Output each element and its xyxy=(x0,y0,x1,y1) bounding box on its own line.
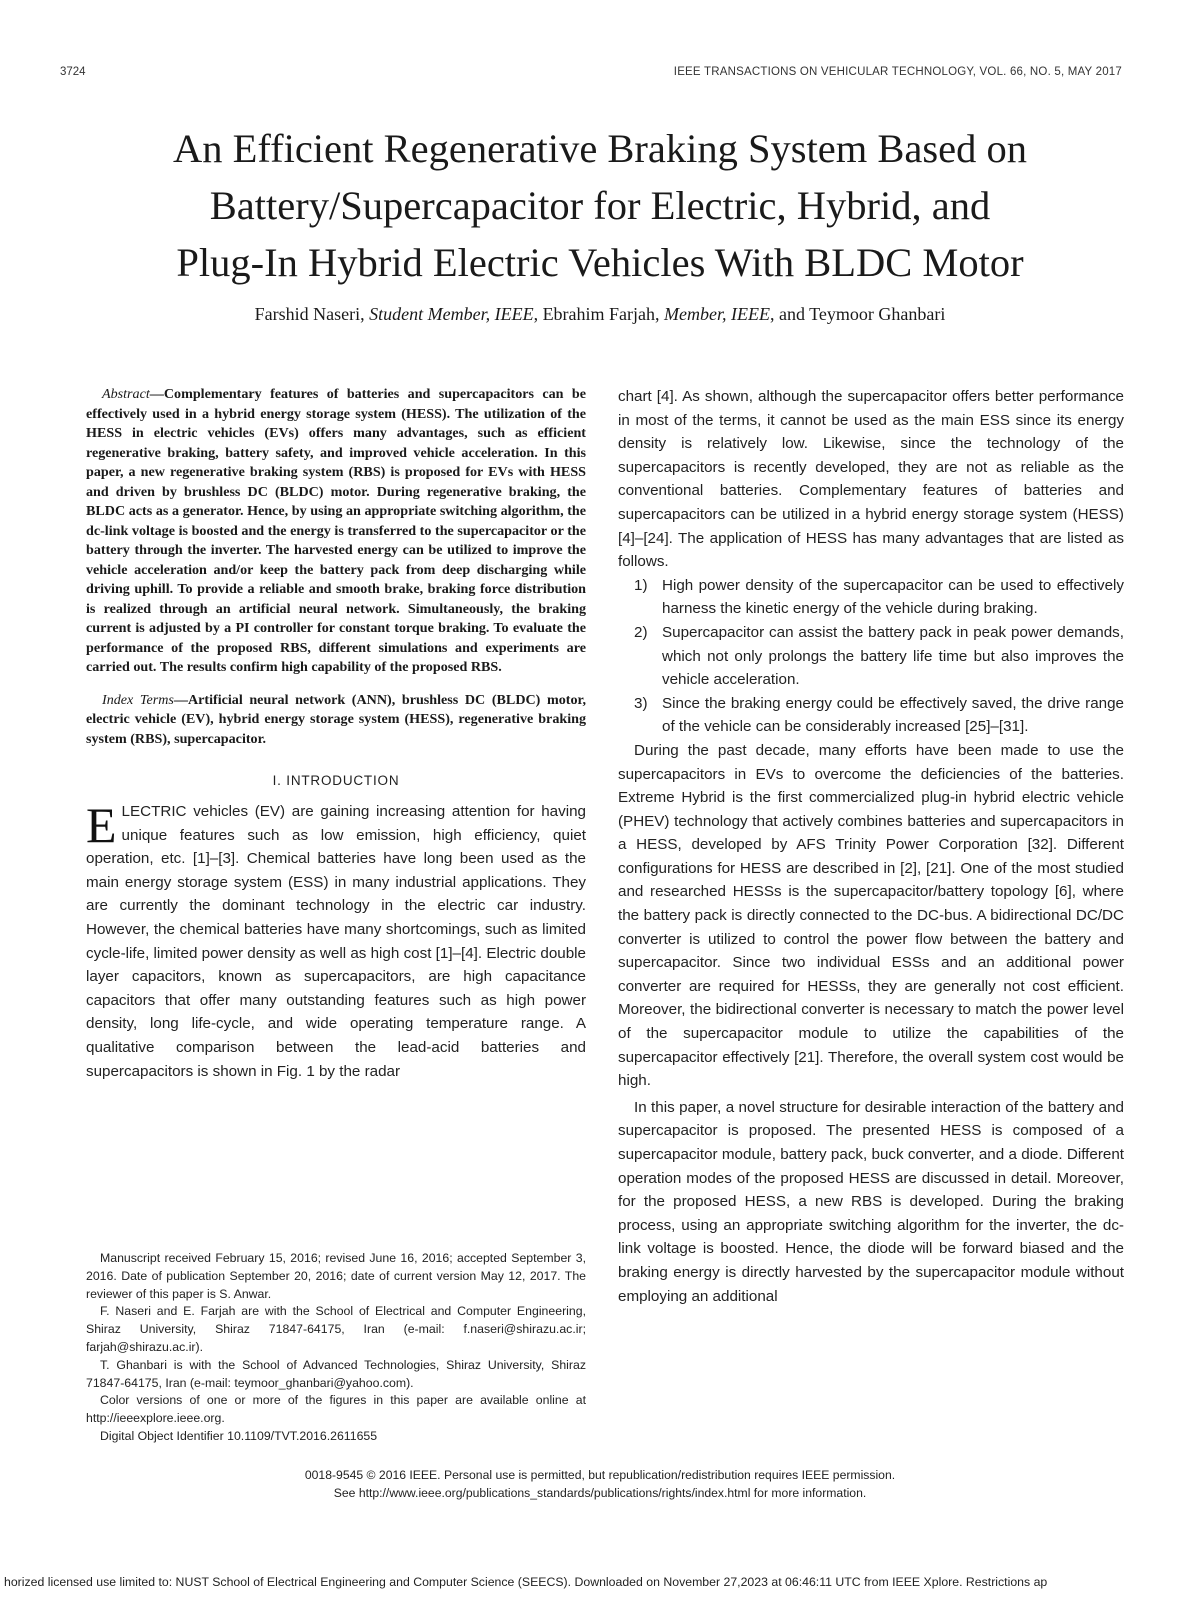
paragraph-2: During the past decade, many efforts have been made to use the supercapacitors in EVs to overcome the deficiencies of the batteries. Extreme Hybrid is the first commercialized plug-in hybrid electric vehicle (PHEV) technology that actively combines batteries and supercapacitors in a HESS, developed by AFS Trinity Power Corporation [32]. Different configurations for HESS are described in [2], [21]. One of the most studied and researched HESSs is the supercapacitor/battery topology [6], where the battery pack is directly connected to the DC-bus. A bidirectional DC/DC converter is utilized to control the power flow between the battery and supercapacitor. Since two individual ESSs and an additional power converter are required for HESSs, they are generally not cost efficient. Moreover, the bidirectional converter is necessary to match the power level of the supercapacitor module to utilize the capabilities of the supercapacitor effectively [21]. Therefore, the overall system cost would be high. xyxy=(618,741,1124,1090)
author-2-role: Member, IEEE xyxy=(664,304,770,324)
footnote-affiliation-1: F. Naseri and E. Farjah are with the School of Electrical and Computer Engineering, Shiraz University, Shiraz 71847-64175, Iran (e-mail: f.naseri@shirazu.ac.ir; farjah@shirazu.ac.ir). xyxy=(86,1304,586,1354)
paragraph-3: In this paper, a novel structure for desirable interaction of the battery and supercapacitor is proposed. The presented HESS is composed of a supercapacitor module, battery pack, buck converter, and a diode. Different operation modes of the proposed HESS are discussed in detail. Moreover, for the proposed HESS, a new RBS is developed. During the braking process, using an appropriate switching algorithm for the inverter, the dc-link voltage is boosted. Hence, the diode will be forward biased and the braking energy is directly harvested by the supercapacitor module without employing an additional xyxy=(618,1098,1124,1305)
author-2-name: , Ebrahim Farjah, xyxy=(533,304,665,324)
license-watermark: horized licensed use limited to: NUST School of Electrical Engineering and Computer Science (SEECS). Downloaded on November 27,2023 at 06:46:11 UTC from IEEE Xplore. Restrictions ap xyxy=(4,1575,1048,1589)
title-line-1: An Efficient Regenerative Braking System Based on xyxy=(172,126,1028,171)
copyright-line-2: See http://www.ieee.org/publications_standards/publications/rights/index.html for more information. xyxy=(333,1485,867,1500)
list-number: 3) xyxy=(634,694,648,712)
journal-name: IEEE TRANSACTIONS ON VEHICULAR TECHNOLOGY, VOL. 66, NO. 5, MAY 2017 xyxy=(673,66,1122,78)
advantages-list xyxy=(618,574,1124,739)
list-number: 1) xyxy=(634,576,648,594)
paragraph-1: chart [4]. As shown, although the supercapacitor offers better performance in most of the terms, it cannot be used as the main ESS since its energy density is relatively low. Likewise, since the technology of the supercapacitors is recently developed, they are not as reliable as the conventional batteries. Complementary features of batteries and supercapacitors can be utilized in a hybrid energy storage system (HESS) [4]–[24]. The application of HESS has many advantages that are listed as follows. xyxy=(618,388,1124,571)
footnote-color-versions: Color versions of one or more of the figures in this paper are available online at http://ieeexplore.ieee.org. xyxy=(86,1393,586,1426)
right-column xyxy=(618,385,1124,1308)
page-number: 3724 xyxy=(60,66,86,78)
list-text: High power density of the supercapacitor can be used to effectively harness the kinetic energy of the vehicle during braking. xyxy=(662,576,1124,618)
list-item xyxy=(618,574,1124,621)
footnote-affiliation-2: T. Ghanbari is with the School of Advanced Technologies, Shiraz University, Shiraz 71847-64175, Iran (e-mail: teymoor_ghanbari@yahoo.com). xyxy=(86,1357,586,1390)
section-heading-introduction: I. INTRODUCTION xyxy=(272,773,400,788)
footnote-doi: Digital Object Identifier 10.1109/TVT.2016.2611655 xyxy=(100,1428,378,1443)
footnotes xyxy=(86,1250,586,1446)
paper-title xyxy=(60,120,1140,291)
abstract xyxy=(86,385,586,678)
author-1-name: Farshid Naseri, xyxy=(254,304,370,324)
footnote-manuscript: Manuscript received February 15, 2016; revised June 16, 2016; accepted September 3, 2016. Date of publication September 20, 2016; date of current version May 12, 2017. The reviewer of this paper is S. Anwar. xyxy=(86,1251,586,1301)
list-number: 2) xyxy=(634,623,648,641)
intro-paragraph xyxy=(86,797,586,1083)
title-line-3: Plug-In Hybrid Electric Vehicles With BLDC Motor xyxy=(176,240,1024,285)
title-block xyxy=(60,120,1140,325)
left-column xyxy=(86,385,586,1083)
drop-cap: E xyxy=(86,797,117,853)
running-header xyxy=(60,66,1122,84)
author-1-role: Student Member, IEEE xyxy=(369,304,534,324)
list-text: Supercapacitor can assist the battery pack in peak power demands, which not only prolongs the battery life time but also improves the vehicle acceleration. xyxy=(662,623,1124,689)
abstract-text: —Complementary features of batteries and supercapacitors can be effectively used in a hybrid energy storage system (HESS). The utilization of the HESS in electric vehicles (EVs) offers many advantages, such as efficient regenerative braking, battery safety, and improved vehicle acceleration. In this paper, a new regenerative braking system (RBS) is proposed for EVs with HESS and driven by brushless DC (BLDC) motor. During regenerative braking, the BLDC acts as a generator. Hence, by using an appropriate switching algorithm, the dc-link voltage is boosted and the energy is transferred to the supercapacitor or the battery through the inverter. The harvested energy can be utilized to improve the vehicle acceleration and/or keep the battery pack from deep discharging while driving uphill. To provide a reliable and smooth brake, braking force distribution is realized through an artificial neural network. Simultaneously, the braking current is adjusted by a PI controller for constant torque braking. To evaluate the performance of the proposed RBS, different simulations and experiments are carried out. The results confirm high capability of the proposed RBS. xyxy=(86,386,586,675)
index-terms-label: Index Terms xyxy=(102,691,174,708)
author-3-name: , and Teymoor Ghanbari xyxy=(770,304,946,324)
index-terms xyxy=(86,691,586,750)
intro-text: LECTRIC vehicles (EV) are gaining increasing attention for having unique features such as low emission, high efficiency, quiet operation, etc. [1]–[3]. Chemical batteries have long been used as the main energy storage system (ESS) in many industrial applications. They are currently the dominant technology in the electric car industry. However, the chemical batteries have many shortcomings, such as limited cycle-life, limited power density as well as high cost [1]–[4]. Electric double layer capacitors, known as supercapacitors, are high capacitance capacitors that offer many outstanding features such as high power density, long life-cycle, and wide operating temperature range. A qualitative comparison between the lead-acid batteries and supercapacitors is shown in Fig. 1 by the radar xyxy=(86,803,586,1080)
copyright-notice xyxy=(0,1467,1200,1502)
abstract-label: Abstract xyxy=(102,386,150,402)
copyright-line-1: 0018-9545 © 2016 IEEE. Personal use is permitted, but republication/redistribution requires IEEE permission. xyxy=(304,1468,896,1482)
list-item xyxy=(618,692,1124,739)
title-line-2: Battery/Supercapacitor for Electric, Hybrid, and xyxy=(209,183,991,228)
list-item xyxy=(618,621,1124,692)
list-text: Since the braking energy could be effectively saved, the drive range of the vehicle can be considerably increased [25]–[31]. xyxy=(662,694,1124,736)
author-list xyxy=(60,303,1140,325)
index-terms-text: —Artificial neural network (ANN), brushless DC (BLDC) motor, electric vehicle (EV), hybrid energy storage system (HESS), regenerative braking system (RBS), supercapacitor. xyxy=(86,691,586,747)
